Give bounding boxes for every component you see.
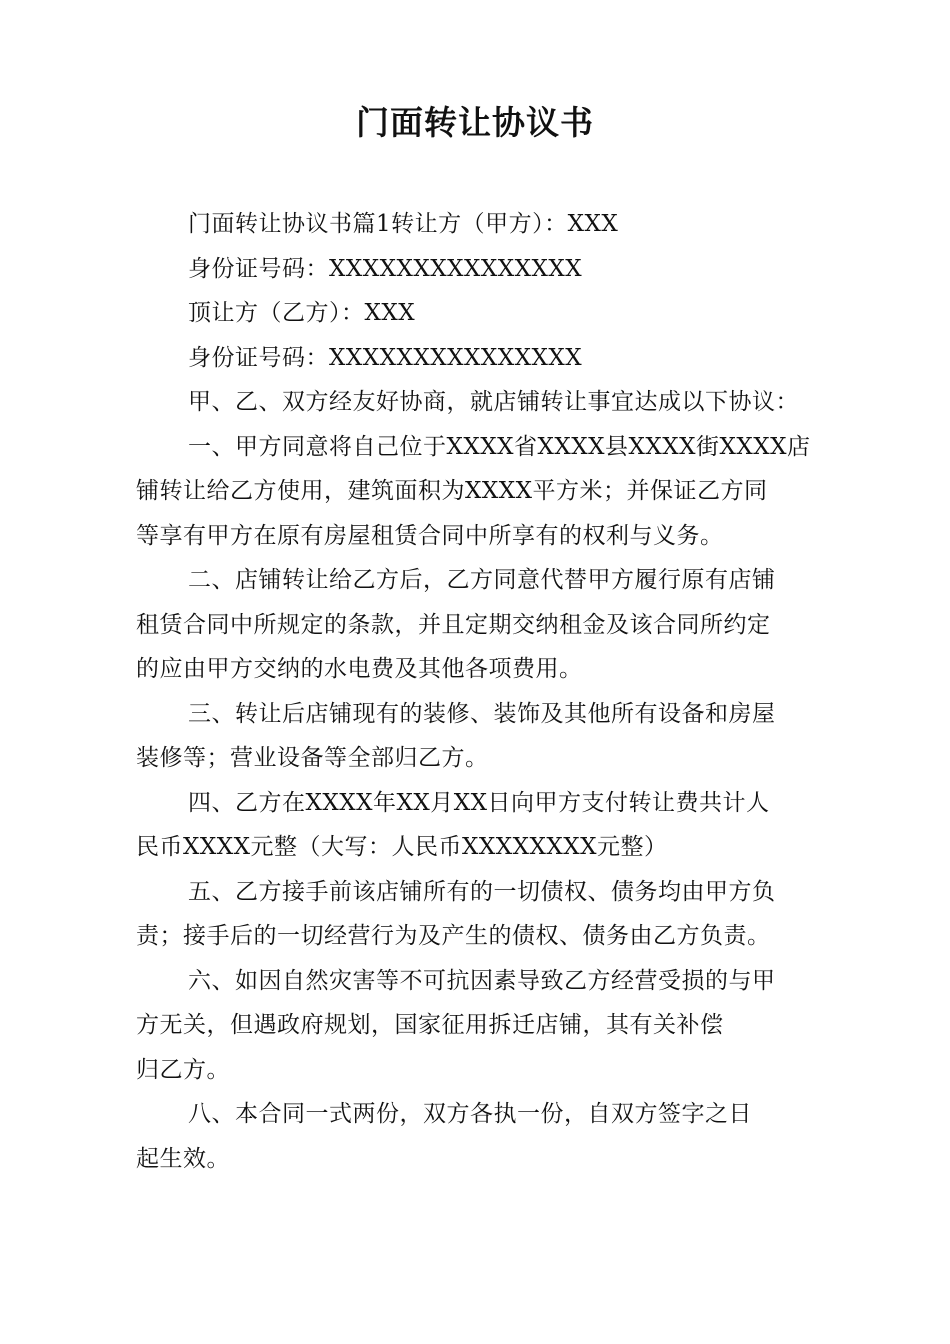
paragraph-line: 六、如因自然灾害等不可抗因素导致乙方经营受损的与甲 <box>188 968 776 994</box>
paragraph-line: 五、乙方接手前该店铺所有的一切债权、债务均由甲方负 <box>188 879 776 905</box>
paragraph-line: 责；接手后的一切经营行为及产生的债权、债务由乙方负责。 <box>136 923 771 949</box>
paragraph-line: 民币XXXX元整（大写：人民币XXXXXXXX元整） <box>136 834 668 860</box>
paragraph-line: 甲、乙、双方经友好协商，就店铺转让事宜达成以下协议： <box>188 389 799 415</box>
paragraph-line: 门面转让协议书篇1转让方（甲方）：XXX <box>188 211 619 237</box>
paragraph-line: 顶让方（乙方）：XXX <box>188 300 416 326</box>
paragraph-line: 三、转让后店铺现有的装修、装饰及其他所有设备和房屋 <box>188 701 776 727</box>
paragraph-line: 二、店铺转让给乙方后，乙方同意代替甲方履行原有店铺 <box>188 567 776 593</box>
document-title: 门面转让协议书 <box>356 103 594 142</box>
paragraph-line: 方无关，但遇政府规划，国家征用拆迁店铺，其有关补偿 <box>136 1012 724 1038</box>
paragraph-line: 起生效。 <box>136 1146 230 1172</box>
paragraph-line: 的应由甲方交纳的水电费及其他各项费用。 <box>136 656 583 682</box>
paragraph-line: 身份证号码：XXXXXXXXXXXXXXX <box>188 345 583 371</box>
paragraph-line: 租赁合同中所规定的条款，并且定期交纳租金及该合同所约定 <box>136 612 771 638</box>
paragraph-line: 身份证号码：XXXXXXXXXXXXXXX <box>188 256 583 282</box>
paragraph-line: 铺转让给乙方使用，建筑面积为XXXX平方米；并保证乙方同 <box>136 478 768 504</box>
paragraph-line: 装修等；营业设备等全部归乙方。 <box>136 745 489 771</box>
paragraph-line: 等享有甲方在原有房屋租赁合同中所享有的权利与义务。 <box>136 523 724 549</box>
paragraph-line: 八、本合同一式两份，双方各执一份，自双方签字之日 <box>188 1101 752 1127</box>
paragraph-line: 一、甲方同意将自己位于XXXX省XXXX县XXXX街XXXX店 <box>188 434 811 460</box>
paragraph-line: 四、乙方在XXXX年XX月XX日向甲方支付转让费共计人 <box>188 790 770 816</box>
paragraph-line: 归乙方。 <box>136 1057 230 1083</box>
